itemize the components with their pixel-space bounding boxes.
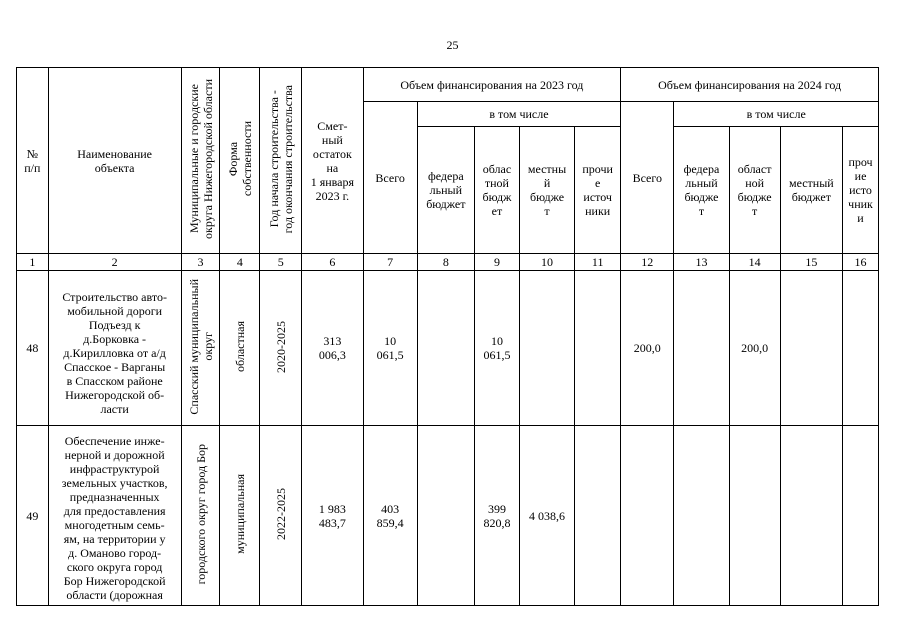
ownership-cell: муниципальная xyxy=(220,426,260,606)
col-number: 2 xyxy=(48,254,181,271)
column-numbers-row xyxy=(17,254,879,271)
header-municipality: Муниципальные и городские округа Нижегородской области xyxy=(181,68,220,254)
row-num: 48 xyxy=(17,271,49,426)
years-cell: 2022-2025 xyxy=(260,426,302,606)
estimate-cell: 1 983 483,7 xyxy=(302,426,363,606)
estimate-cell: 313 006,3 xyxy=(302,271,363,426)
header-fin-2023: Объем финансирования на 2023 год xyxy=(363,68,621,102)
header-loc-2024: местный бюджет xyxy=(780,127,842,254)
col-number: 4 xyxy=(220,254,260,271)
object-name: Строительство авто- мобильной дороги Подъезд к д.Борковка - д.Кирилловка от а/д Спасское - Варганы в Спасском районе Нижегородской об- ласти xyxy=(48,271,181,426)
header-incl-2024: в том числе xyxy=(674,102,879,127)
total-2024-cell xyxy=(621,426,674,606)
total-2023-cell: 403 859,4 xyxy=(363,426,417,606)
col-number: 8 xyxy=(417,254,474,271)
fed-2023-cell xyxy=(417,271,474,426)
oth-2024-cell xyxy=(843,426,879,606)
col-number: 5 xyxy=(260,254,302,271)
financing-table xyxy=(16,67,879,606)
header-loc-2023: местны й бюдже т xyxy=(519,127,574,254)
header-estimate: Смет- ный остаток на 1 января 2023 г. xyxy=(302,68,363,254)
col-number: 1 xyxy=(17,254,49,271)
header-name: Наименование объекта xyxy=(48,68,181,254)
header-reg-2024: област ной бюдже т xyxy=(729,127,780,254)
reg-2024-cell: 200,0 xyxy=(729,271,780,426)
ownership-cell: областная xyxy=(220,271,260,426)
reg-2024-cell xyxy=(729,426,780,606)
header-fed-2023: федера льный бюджет xyxy=(417,127,474,254)
loc-2024-cell xyxy=(780,426,842,606)
loc-2023-cell: 4 038,6 xyxy=(519,426,574,606)
municipality-cell: городского округ город Бор xyxy=(181,426,220,606)
loc-2023-cell xyxy=(519,271,574,426)
object-name: Обеспечение инже- нерной и дорожной инфраструктурой земельных участков, предназначенных для предоставления многодетным семь- ям, на территории у д. Оманово город- ского округа город Бор Нижегородской области (дорожная xyxy=(48,426,181,606)
table-row xyxy=(17,426,879,606)
col-number: 6 xyxy=(302,254,363,271)
header-incl-2023: в том числе xyxy=(417,102,621,127)
header-num: № п/п xyxy=(17,68,49,254)
col-number: 14 xyxy=(729,254,780,271)
col-number: 10 xyxy=(519,254,574,271)
header-reg-2023: облас тной бюдж ет xyxy=(474,127,519,254)
header-fin-2024: Объем финансирования на 2024 год xyxy=(621,68,879,102)
fed-2024-cell xyxy=(674,271,729,426)
page-number: 25 xyxy=(446,38,459,52)
header-total-2024: Всего xyxy=(621,102,674,254)
row-num: 49 xyxy=(17,426,49,606)
col-number: 9 xyxy=(474,254,519,271)
col-number: 3 xyxy=(181,254,220,271)
total-2023-cell: 10 061,5 xyxy=(363,271,417,426)
col-number: 12 xyxy=(621,254,674,271)
header-total-2023: Всего xyxy=(363,102,417,254)
reg-2023-cell: 399 820,8 xyxy=(474,426,519,606)
header-oth-2024: проч ие исто чник и xyxy=(843,127,879,254)
col-number: 11 xyxy=(575,254,621,271)
loc-2024-cell xyxy=(780,271,842,426)
municipality-cell: Спасский муниципальный округ xyxy=(181,271,220,426)
header-fed-2024: федера льный бюдже т xyxy=(674,127,729,254)
header-years: Год начала строительства - год окончания строительства xyxy=(260,68,302,254)
header-oth-2023: прочи е источ ники xyxy=(575,127,621,254)
total-2024-cell: 200,0 xyxy=(621,271,674,426)
col-number: 16 xyxy=(843,254,879,271)
years-cell: 2020-2025 xyxy=(260,271,302,426)
col-number: 7 xyxy=(363,254,417,271)
fed-2023-cell xyxy=(417,426,474,606)
oth-2023-cell xyxy=(575,271,621,426)
oth-2024-cell xyxy=(843,271,879,426)
reg-2023-cell: 10 061,5 xyxy=(474,271,519,426)
table-row xyxy=(17,271,879,426)
header-ownership: Форма собственности xyxy=(220,68,260,254)
col-number: 15 xyxy=(780,254,842,271)
col-number: 13 xyxy=(674,254,729,271)
oth-2023-cell xyxy=(575,426,621,606)
fed-2024-cell xyxy=(674,426,729,606)
